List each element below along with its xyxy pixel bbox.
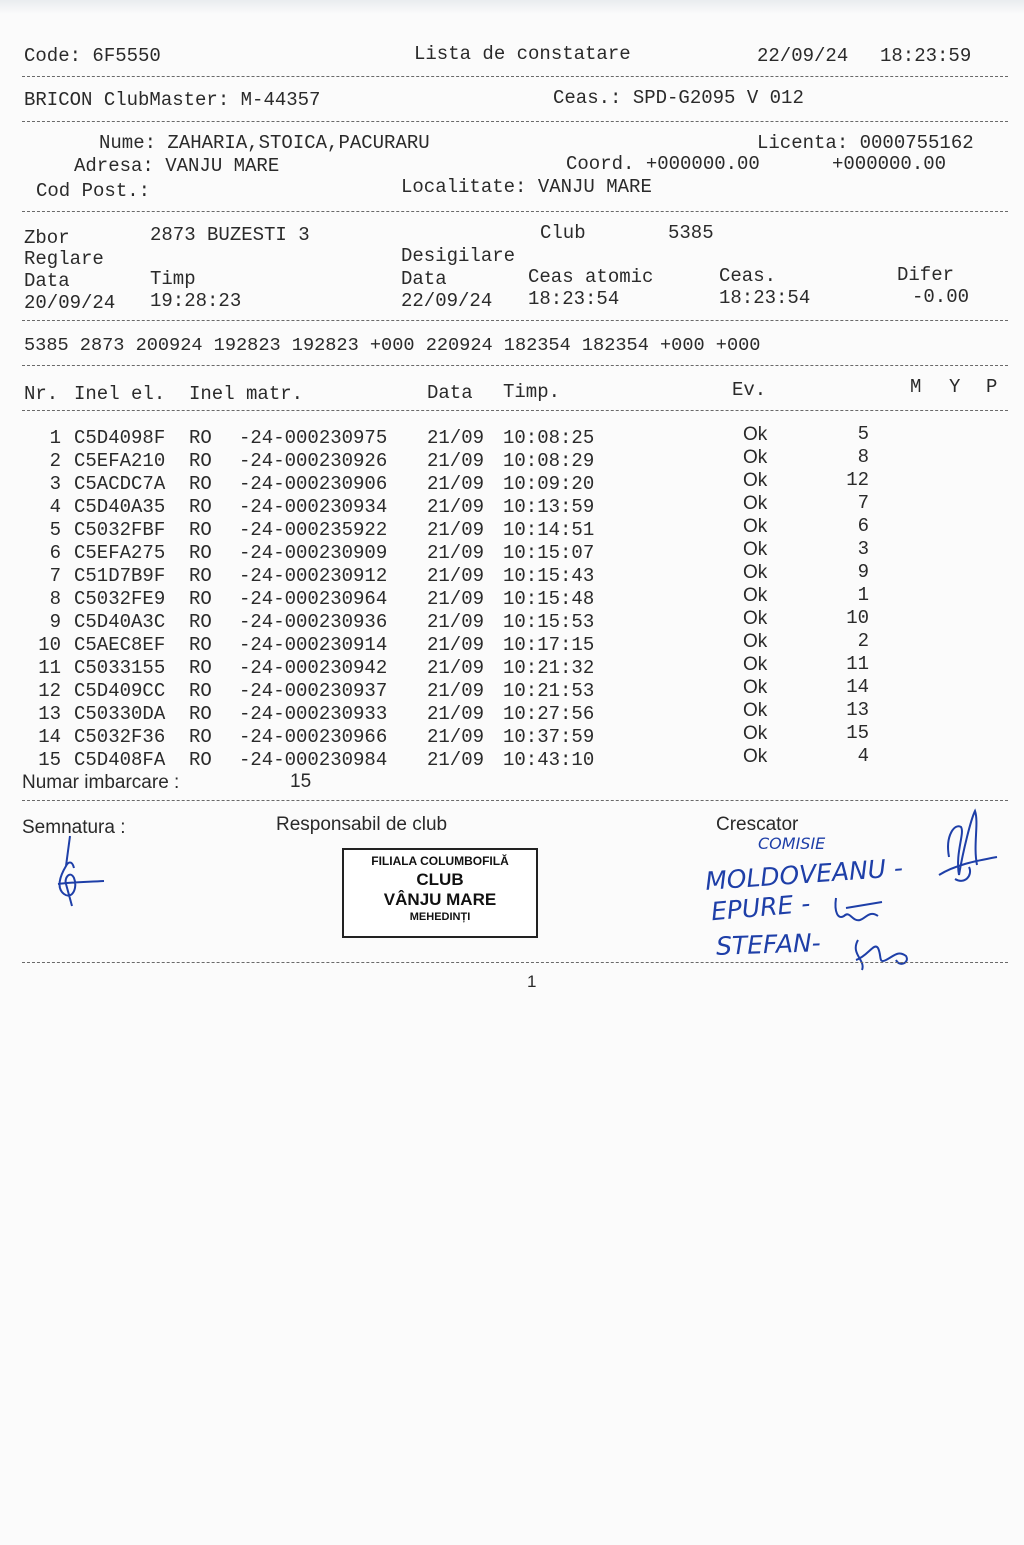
- cell-time: 10:21:53: [503, 680, 595, 702]
- table-row: [0, 584, 1024, 613]
- coord: Coord. +000000.00: [566, 153, 760, 175]
- clock-id: Ceas.: SPD-G2095 V 012: [553, 87, 804, 109]
- cell-time: 10:27:56: [503, 703, 595, 725]
- signature-scribble-icon: [925, 805, 1005, 900]
- cell-inel-matr: -24-000230912: [239, 565, 388, 587]
- cell-inel-el: C5D4098F: [74, 427, 166, 449]
- cell-nr: 7: [49, 565, 61, 587]
- table-row: [0, 630, 1024, 659]
- signature-label: Semnatura :: [22, 817, 126, 838]
- cell-m: 12: [846, 469, 869, 491]
- cell-date: 21/09: [427, 588, 485, 610]
- col-header-nr: Nr.: [24, 383, 59, 405]
- cell-inel-el: C5032FBF: [74, 519, 166, 541]
- cell-date: 21/09: [427, 473, 485, 495]
- divider: [22, 320, 1008, 321]
- table-row: [0, 676, 1024, 705]
- cell-ev: Ok: [743, 424, 768, 445]
- cell-ev: Ok: [743, 562, 768, 583]
- cell-nr: 8: [49, 588, 61, 610]
- club-stamp: [342, 848, 538, 938]
- cell-country: RO: [189, 450, 212, 472]
- cell-date: 21/09: [427, 427, 485, 449]
- table-row: [0, 561, 1024, 590]
- cell-country: RO: [189, 496, 212, 518]
- table-row: [0, 492, 1024, 521]
- cell-m: 7: [857, 492, 869, 514]
- doc-title: Lista de constatare: [414, 43, 631, 65]
- owner-license: Licenta: 0000755162: [757, 132, 974, 154]
- cell-time: 10:08:25: [503, 427, 595, 449]
- cell-country: RO: [189, 519, 212, 541]
- cell-inel-matr: -24-000230942: [239, 657, 388, 679]
- cell-country: RO: [189, 726, 212, 748]
- divider: [22, 365, 1008, 366]
- cell-m: 11: [846, 653, 869, 675]
- cell-time: 10:08:29: [503, 450, 595, 472]
- table-row: [0, 515, 1024, 544]
- cell-time: 10:17:15: [503, 634, 595, 656]
- cell-m: 4: [857, 745, 869, 767]
- cell-date: 21/09: [427, 703, 485, 725]
- cell-country: RO: [189, 680, 212, 702]
- cell-inel-el: C50330DA: [74, 703, 166, 725]
- owner-address: Adresa: VANJU MARE: [74, 155, 280, 177]
- cell-inel-el: C5AEC8EF: [74, 634, 166, 656]
- cell-m: 15: [846, 722, 869, 744]
- signature-scribble-icon: [42, 832, 112, 912]
- cell-time: 10:15:53: [503, 611, 595, 633]
- cell-time: 10:15:07: [503, 542, 595, 564]
- cell-inel-matr: -24-000230964: [239, 588, 388, 610]
- cell-date: 21/09: [427, 450, 485, 472]
- cell-ev: Ok: [743, 700, 768, 721]
- cell-inel-el: C5D40A35: [74, 496, 166, 518]
- signature-scribble-icon: [830, 890, 890, 930]
- desigilare-heading: Desigilare: [401, 245, 516, 267]
- club-responsible-label: Responsabil de club: [276, 814, 448, 835]
- cell-ev: Ok: [743, 608, 768, 629]
- desig-clock-time: 18:23:54: [719, 287, 811, 309]
- cell-ev: Ok: [743, 677, 768, 698]
- table-row: [0, 446, 1024, 475]
- doc-code: Code: 6F5550: [24, 45, 161, 67]
- boarding-count-value: 15: [290, 771, 312, 792]
- stamp-line-2: CLUB: [416, 869, 464, 889]
- reglare-time: 19:28:23: [150, 290, 242, 312]
- cell-inel-el: C5033155: [74, 657, 166, 679]
- cell-country: RO: [189, 657, 212, 679]
- flight-label: Zbor: [24, 227, 70, 249]
- stamp-line-4: MEHEDINȚI: [409, 911, 471, 924]
- cell-inel-matr: -24-000230984: [239, 749, 388, 771]
- cell-ev: Ok: [743, 493, 768, 514]
- club-value: 5385: [668, 222, 714, 244]
- cell-m: 14: [846, 676, 869, 698]
- cell-time: 10:09:20: [503, 473, 595, 495]
- table-row: [0, 699, 1024, 728]
- difference-label: Difer: [897, 264, 955, 286]
- flight-value: 2873 BUZESTI 3: [150, 224, 310, 246]
- cell-date: 21/09: [427, 496, 485, 518]
- boarding-count-label: Numar imbarcare :: [22, 772, 180, 793]
- cell-inel-el: C5D408FA: [74, 749, 166, 771]
- clubmaster-id: BRICON ClubMaster: M-44357: [24, 89, 321, 111]
- cell-inel-matr: -24-000230936: [239, 611, 388, 633]
- cell-inel-matr: -24-000230966: [239, 726, 388, 748]
- cell-inel-matr: -24-000230975: [239, 427, 388, 449]
- handwritten-name-2: EPURE -: [709, 888, 812, 927]
- col-header-m: M: [910, 376, 922, 398]
- cell-nr: 11: [38, 657, 61, 679]
- table-row: [0, 423, 1024, 452]
- cell-inel-matr: -24-000230933: [239, 703, 388, 725]
- postal-code: Cod Post.:: [36, 180, 151, 202]
- cell-time: 10:15:48: [503, 588, 595, 610]
- cell-inel-el: C5ACDC7A: [74, 473, 166, 495]
- cell-inel-el: C5EFA275: [74, 542, 166, 564]
- doc-date: 22/09/24: [757, 45, 849, 67]
- owner-name: Nume: ZAHARIA,STOICA,PACURARU: [99, 132, 430, 154]
- cell-inel-el: C5D40A3C: [74, 611, 166, 633]
- cell-inel-matr: -24-000230906: [239, 473, 388, 495]
- col-header-ev: Ev.: [732, 379, 767, 401]
- cell-time: 10:43:10: [503, 749, 595, 771]
- desig-data-label: Data: [401, 268, 447, 290]
- cell-ev: Ok: [743, 470, 768, 491]
- cell-m: 8: [857, 446, 869, 468]
- cell-time: 10:13:59: [503, 496, 595, 518]
- cell-nr: 12: [38, 680, 61, 702]
- cell-inel-el: C5032F36: [74, 726, 166, 748]
- cell-inel-el: C5EFA210: [74, 450, 166, 472]
- cell-country: RO: [189, 611, 212, 633]
- cell-date: 21/09: [427, 749, 485, 771]
- reglare-timp-label: Timp: [150, 268, 196, 290]
- cell-date: 21/09: [427, 542, 485, 564]
- desig-date: 22/09/24: [401, 290, 493, 312]
- cell-nr: 2: [49, 450, 61, 472]
- cell-country: RO: [189, 473, 212, 495]
- cell-nr: 15: [38, 749, 61, 771]
- cell-date: 21/09: [427, 726, 485, 748]
- reglare-date: 20/09/24: [24, 292, 116, 314]
- cell-time: 10:21:32: [503, 657, 595, 679]
- cell-nr: 9: [49, 611, 61, 633]
- breeder-label: Crescator: [716, 814, 799, 835]
- cell-country: RO: [189, 427, 212, 449]
- page-number: 1: [527, 972, 537, 991]
- handwritten-name-3: STEFAN-: [715, 928, 822, 961]
- cell-inel-matr: -24-000230926: [239, 450, 388, 472]
- cell-inel-matr: -24-000230937: [239, 680, 388, 702]
- cell-m: 10: [846, 607, 869, 629]
- col-header-inel-matr: Inel matr.: [189, 383, 304, 405]
- cell-ev: Ok: [743, 585, 768, 606]
- cell-ev: Ok: [743, 723, 768, 744]
- scan-top-edge: [0, 0, 1024, 14]
- divider: [22, 962, 1008, 963]
- club-label: Club: [540, 222, 586, 244]
- cell-nr: 10: [38, 634, 61, 656]
- stamp-line-1: FILIALA COLUMBOFILĂ: [371, 854, 509, 868]
- cell-inel-matr: -24-000230934: [239, 496, 388, 518]
- cell-ev: Ok: [743, 516, 768, 537]
- cell-country: RO: [189, 565, 212, 587]
- cell-date: 21/09: [427, 680, 485, 702]
- cell-m: 5: [857, 423, 869, 445]
- cell-inel-el: C5D409CC: [74, 680, 166, 702]
- stamp-line-3: VÂNJU MARE: [383, 890, 497, 910]
- summary-line: 5385 2873 200924 192823 192823 +000 220924 182354 182354 +000 +000: [24, 335, 761, 356]
- reglare-heading: Reglare: [24, 248, 104, 270]
- cell-inel-matr: -24-000230909: [239, 542, 388, 564]
- table-row: [0, 745, 1024, 774]
- cell-nr: 4: [49, 496, 61, 518]
- locality: Localitate: VANJU MARE: [401, 176, 652, 198]
- divider: [22, 211, 1008, 212]
- cell-inel-matr: -24-000230914: [239, 634, 388, 656]
- cell-date: 21/09: [427, 611, 485, 633]
- divider: [22, 121, 1008, 122]
- atomic-clock-label: Ceas atomic: [528, 266, 654, 288]
- handwritten-name-1: MOLDOVEANU -: [704, 853, 904, 896]
- cell-date: 21/09: [427, 634, 485, 656]
- divider: [22, 800, 1008, 801]
- cell-nr: 3: [49, 473, 61, 495]
- divider: [22, 410, 1008, 411]
- cell-nr: 5: [49, 519, 61, 541]
- desig-atomic-time: 18:23:54: [528, 288, 620, 310]
- reglare-data-label: Data: [24, 270, 70, 292]
- clock-label: Ceas.: [719, 265, 777, 287]
- coord-2: +000000.00: [832, 153, 947, 175]
- cell-time: 10:37:59: [503, 726, 595, 748]
- cell-time: 10:15:43: [503, 565, 595, 587]
- cell-inel-matr: -24-000235922: [239, 519, 388, 541]
- cell-m: 1: [857, 584, 869, 606]
- col-header-p: P: [986, 376, 998, 398]
- cell-nr: 6: [49, 542, 61, 564]
- cell-country: RO: [189, 703, 212, 725]
- cell-date: 21/09: [427, 519, 485, 541]
- doc-time: 18:23:59: [880, 45, 972, 67]
- cell-country: RO: [189, 749, 212, 771]
- cell-country: RO: [189, 588, 212, 610]
- table-row: [0, 653, 1024, 682]
- cell-ev: Ok: [743, 447, 768, 468]
- cell-m: 6: [857, 515, 869, 537]
- cell-ev: Ok: [743, 539, 768, 560]
- cell-date: 21/09: [427, 657, 485, 679]
- col-header-inel-el: Inel el.: [74, 383, 166, 405]
- col-header-timp: Timp.: [503, 381, 561, 403]
- cell-ev: Ok: [743, 746, 768, 767]
- cell-m: 13: [846, 699, 869, 721]
- col-header-data: Data: [427, 382, 473, 404]
- cell-country: RO: [189, 542, 212, 564]
- divider: [22, 76, 1008, 77]
- cell-time: 10:14:51: [503, 519, 595, 541]
- handwritten-comisie: COMISIE: [758, 834, 826, 853]
- cell-nr: 13: [38, 703, 61, 725]
- cell-ev: Ok: [743, 654, 768, 675]
- cell-m: 2: [857, 630, 869, 652]
- cell-country: RO: [189, 634, 212, 656]
- cell-inel-el: C5032FE9: [74, 588, 166, 610]
- cell-nr: 14: [38, 726, 61, 748]
- cell-nr: 1: [49, 427, 61, 449]
- table-row: [0, 722, 1024, 751]
- signature-scribble-icon: [848, 930, 918, 978]
- table-row: [0, 469, 1024, 498]
- cell-inel-el: C51D7B9F: [74, 565, 166, 587]
- difference-value: -0.00: [912, 286, 970, 308]
- cell-date: 21/09: [427, 565, 485, 587]
- cell-m: 3: [857, 538, 869, 560]
- table-row: [0, 538, 1024, 567]
- cell-ev: Ok: [743, 631, 768, 652]
- table-row: [0, 607, 1024, 636]
- col-header-y: Y: [949, 376, 961, 398]
- cell-m: 9: [857, 561, 869, 583]
